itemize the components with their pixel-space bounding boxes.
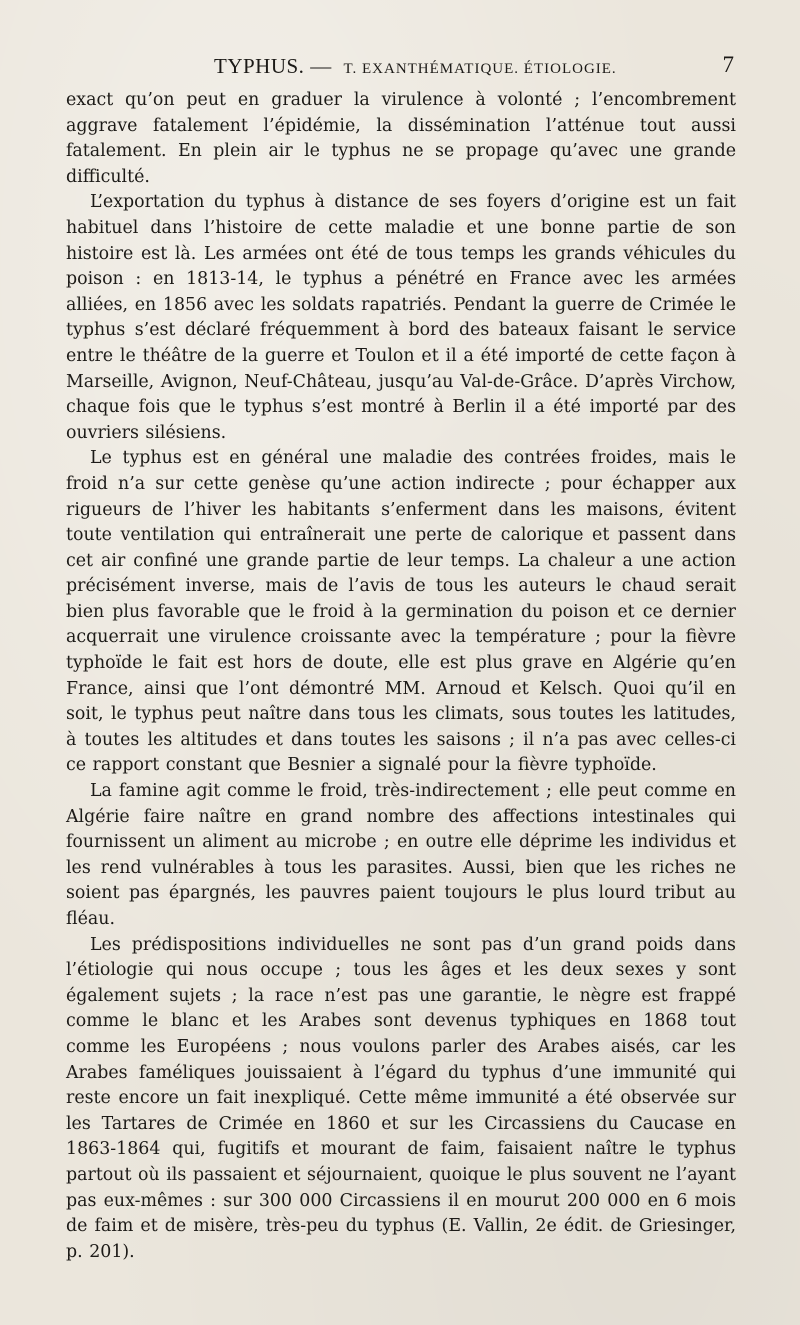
paragraph-continuation: exact qu’on peut en graduer la virulence à volonté ; l’encombrement aggrave fatalement l’épidémie, la dissémination l’atténue tout aussi fatalement. En plein air le typhus ne se propage qu’avec une grande difficulté. (66, 90, 736, 187)
paragraph-predispositions: Les prédispositions individuelles ne sont pas d’un grand poids dans l’étiologie qui nous occupe ; tous les âges et les deux sexes y sont également sujets ; la race n’est pas une garantie, le nègre est frappé comme le blanc et les Arabes sont devenus typhiques en 1868 tout comme les Européens ; nous voulons parler des Arabes aisés, car les Arabes faméliques jouissaient à l’égard du typhus d’une immunité qui reste encore un fait inexpliqué. Cette même immunité a été observée sur les Tartares de Crimée en 1860 et sur les Circassiens du Caucase en 1863-1864 qui, fugitifs et mourant de faim, faisaient naître le typhus partout où ils passaient et séjournaient, quoique le plus souvent ne l’ayant pas eux-mêmes : sur 300 000 Circassiens il en mourut 200 000 en 6 mois de faim et de misère, très-peu du typhus (E. Vallin, 2e édit. de Griesinger, p. 201). (66, 934, 736, 1262)
paragraph-famine: La famine agit comme le froid, très-indirectement ; elle peut comme en Algérie faire naître en grand nombre des affections intestinales qui fournissent un aliment au microbe ; en outre elle déprime les individus et les rend vulnérables à tous les parasites. Aussi, bien que les riches ne soient pas épargnés, les pauvres paient toujours le plus lourd tribut au fléau. (66, 781, 736, 929)
body-text (66, 88, 736, 1265)
page-header (66, 52, 736, 88)
running-head-dash: — (310, 54, 332, 78)
paragraph-climat: Le typhus est en général une maladie des contrées froides, mais le froid n’a sur cette genèse qu’une action indirecte ; pour échapper aux rigueurs de l’hiver les habitants s’enferment dans les maisons, évitent toute ventilation qui entraînerait une perte de calorique et passent dans cet air confiné une grande partie de leur temps. La chaleur a une action précisément inverse, mais de l’avis de tous les auteurs le chaud serait bien plus favorable que le froid à la germination du poison et ce dernier acquerrait une virulence croissante avec la température ; pour la fièvre typhoïde le fait est hors de doute, elle est plus grave en Algérie qu’en France, ainsi que l’ont démontré MM. Arnoud et Kelsch. Quoi qu’il en soit, le typhus peut naître dans tous les climats, sous toutes les latitudes, à toutes les altitudes et dans toutes les saisons ; il n’a pas avec celles-ci ce rapport constant que Besnier a signalé pour la fièvre typhoïde. (66, 448, 736, 776)
running-head (214, 54, 617, 79)
running-head-subtitle: T. EXANTHÉMATIQUE. ÉTIOLOGIE. (343, 61, 617, 77)
paragraph-exportation: L’exportation du typhus à distance de ses foyers d’origine est un fait habituel dans l’histoire de cette maladie et une bonne partie de son histoire est là. Les armées ont été de tous temps les grands véhicules du poison : en 1813-14, le typhus a pénétré en France avec les armées alliées, en 1856 avec les soldats rapatriés. Pendant la guerre de Crimée le typhus s’est déclaré fréquemment à bord des bateaux faisant le service entre le théâtre de la guerre et Toulon et il a été importé de cette façon à Marseille, Avignon, Neuf-Château, jusqu’au Val-de-Grâce. D’après Virchow, chaque fois que le typhus s’est montré à Berlin il a été importé par des ouvriers silésiens. (66, 192, 736, 443)
running-head-title: TYPHUS. (214, 54, 305, 78)
page-number: 7 (722, 52, 734, 77)
